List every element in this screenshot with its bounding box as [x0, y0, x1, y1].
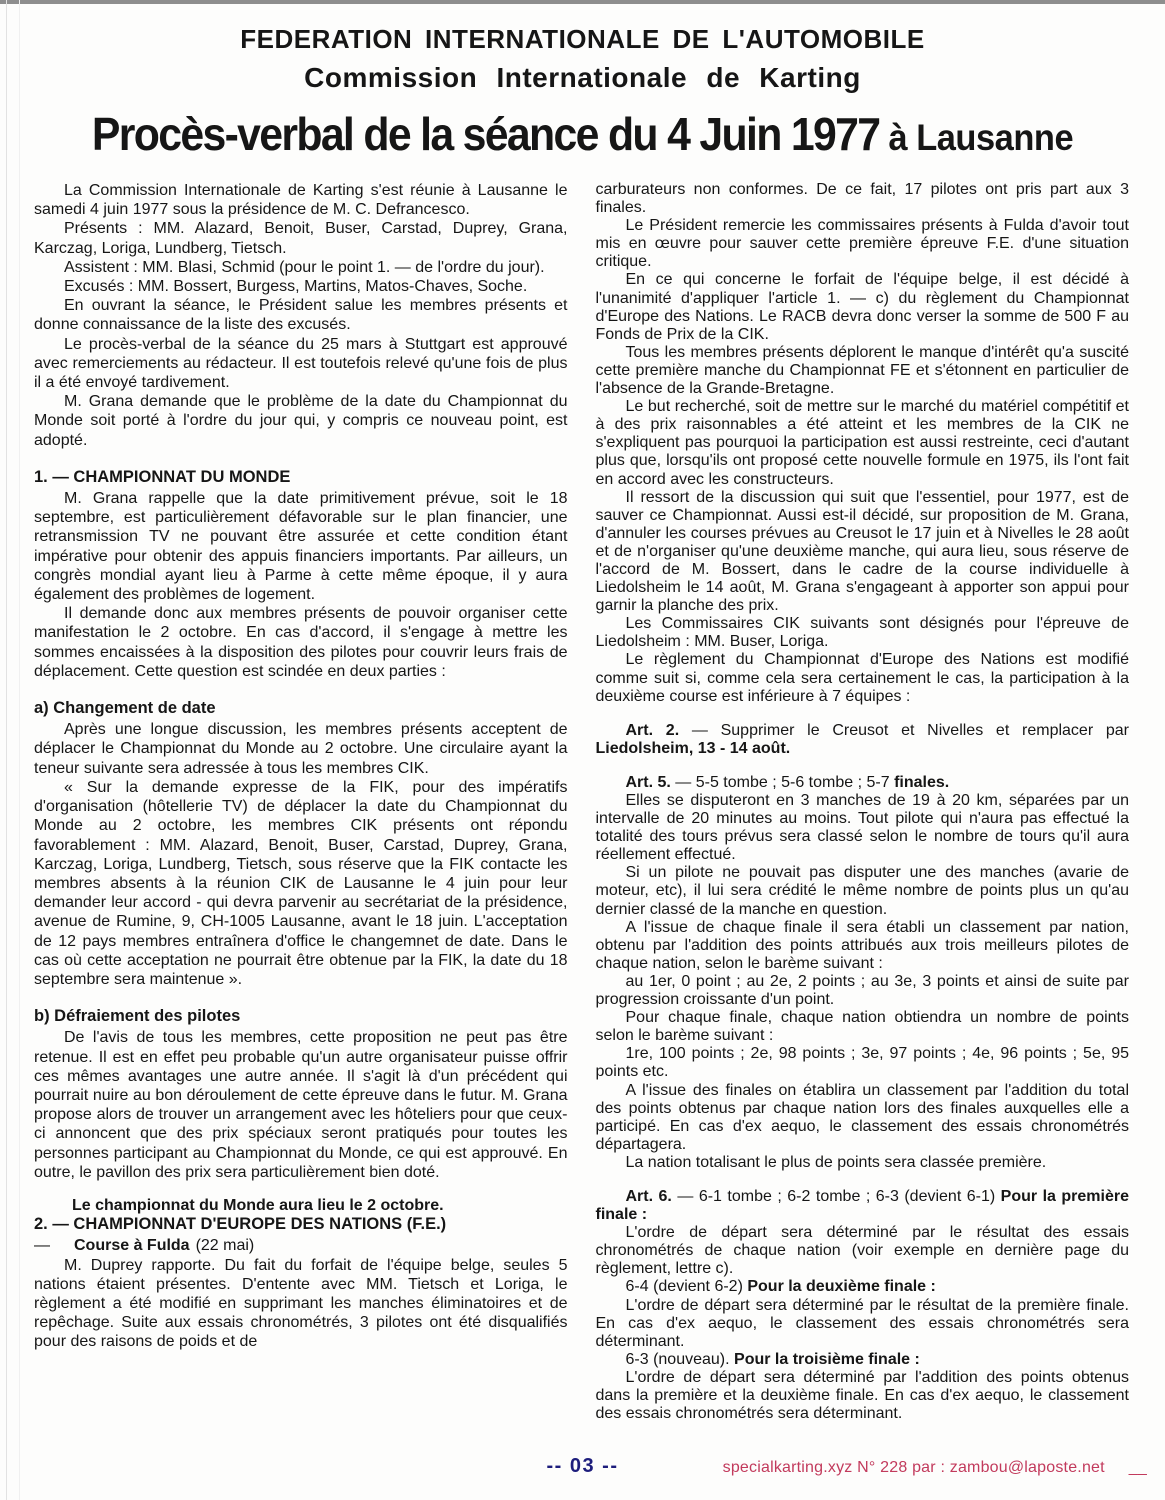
paragraph-grana-demande: M. Grana demande que le problème de la date du Championnat du Monde soit porté à l'ordre du jour qui, y compris ce nouveau point, est adopté.	[34, 393, 568, 449]
article-5-label: Art. 5.	[625, 773, 671, 791]
section-heading-championnat-monde: 1. — CHAMPIONNAT DU MONDE	[34, 467, 291, 486]
two-column-body	[0, 181, 1165, 1423]
right-column	[596, 181, 1130, 1423]
paragraph-art6-deuxieme-finale: L'ordre de départ sera déterminé par le résultat de la première finale. En cas d'ex aequo, le classement des essais chronométrés sera déterminant.	[595, 1296, 1129, 1350]
page-number: -- 03 --	[546, 1455, 619, 1477]
deuxieme-finale-label: Pour la deuxième finale :	[747, 1278, 936, 1296]
paragraph-deplorent: Tous les membres présents déplorent le manque d'intérêt qu'a suscité cette première manche du Championnat FE et s'étonnent en particulier de l'absence de la Grande-Bretagne.	[595, 343, 1129, 398]
left-column	[34, 181, 568, 1423]
paragraph-proces-verbal: Le procès-verbal de la séance du 25 mars à Stuttgart est approuvé avec remerciements au rédacteur. Il est toutefois relevé qu'une fois de plus il a été envoyé tardivement.	[34, 335, 568, 392]
section-heading-championnat-europe: 2. — CHAMPIONNAT D'EUROPE DES NATIONS (F.E.)	[34, 1215, 447, 1234]
decision-line-championnat-monde: Le championnat du Monde aura lieu le 2 octobre.	[72, 1196, 444, 1214]
line-6-4: 6-4 (devient 6-2) Pour la deuxième finale :	[625, 1278, 936, 1296]
paragraph-ressort-discussion: Il ressort de la discussion qui suit que l'essentiel, pour 1977, est de sauver ce Championnat. Aussi est-il décidé, sur proposition de M. Grana, d'annuler les courses prévues au Creusot le 17 juin et à Nivelles le 28 août et de n'organiser qu'une deuxième manche, qui aura lieu, sous réserve de l'accord de M. Bossert, dans le cadre de la course individuelle à Liedolsheim le 14 août, M. Grana s'engageant à apporter son appui pour garnir la planche des prix.	[595, 488, 1129, 615]
course-fulda-date: (22 mai)	[195, 1237, 255, 1255]
dash-marker: —	[34, 1237, 50, 1255]
subheading-course-fulda	[34, 1236, 568, 1255]
paragraph-excuses: Excusés : MM. Bossert, Burgess, Martins, Matos-Chaves, Soche.	[64, 278, 528, 296]
section-heading-defraiement: b) Défraiement des pilotes	[34, 1007, 241, 1026]
article-5-bold-end: finales.	[894, 773, 950, 791]
paragraph-art5-addition-totale: A l'issue des finales on établira un classement par l'addition du total des points obtenus par chaque nation lors des finales auxquelles elle a participé. En cas d'ex aequo, le classement des essais chronométrés départagera.	[595, 1081, 1129, 1153]
article-2-bold-end: Liedolsheim, 13 - 14 août.	[595, 739, 791, 757]
article-2-label: Art. 2.	[625, 721, 680, 739]
credit-underscore-mark: __	[1128, 1459, 1147, 1476]
paragraph-presents: Présents : MM. Alazard, Benoit, Buser, Carstad, Duprey, Grana, Karczag, Loriga, Lundberg, Tietsch.	[34, 220, 568, 257]
paragraph-carburateurs: carburateurs non conformes. De ce fait, 17 pilotes ont pris part aux 3 finales.	[595, 181, 1129, 217]
article-2: Art. 2. — Supprimer le Creusot et Nivelles et remplacer par Liedolsheim, 13 - 14 août.	[595, 721, 1130, 757]
paragraph-assistent: Assistent : MM. Blasi, Schmid (pour le point 1. — de l'ordre du jour).	[64, 258, 545, 276]
paragraph-fulda-rapport: M. Duprey rapporte. Du fait du forfait de l'équipe belge, seules 5 nations étaient présentes. D'entente avec MM. Tietsch et Loriga, le règlement a été modifié en supprimant les manches éliminatoires et de repêchage. Suite aux essais chronométrés, 3 pilotes ont été disqualifiés pour des raisons de poids et de	[34, 1256, 568, 1351]
section-heading-changement-date: a) Changement de date	[34, 699, 216, 718]
watermark-credit	[723, 1459, 1147, 1477]
article-6-bold-end: Pour la première finale :	[595, 1187, 1130, 1224]
scan-artifact-line	[6, 0, 7, 1500]
paragraph-forfait-belge: En ce qui concerne le forfait de l'équipe belge, il est décidé à l'unanimité d'appliquer l'article 1. — c) du règlement du Championnat d'Europe des Nations. Le RACB devra donc verser la somme de 500 F au Fonds de Prix de la CIK.	[595, 271, 1129, 343]
line-6-3: 6-3 (nouveau). Pour la troisième finale :	[625, 1350, 920, 1368]
article-5: Art. 5. — 5-5 tombe ; 5-6 tombe ; 5-7 finales.	[625, 773, 950, 791]
paragraph-art5-finale-points: Pour chaque finale, chaque nation obtiendra un nombre de points selon le barème suivant :	[595, 1009, 1129, 1045]
paragraph-art5-classement-nation: A l'issue de chaque finale il sera établi un classement par nation, obtenu par l'addition des points attribués aux trois meilleurs pilotes de chaque nation, selon le barème suivant :	[595, 918, 1129, 972]
commission-subtitle: Commission Internationale de Karting	[304, 62, 861, 93]
paragraph-art5-avarie: Si un pilote ne pouvait pas disputer une des manches (avarie de moteur, etc), il lui sera crédité le même nombre de points plus un qu'au dernier classé de la manche en question.	[595, 864, 1129, 918]
paragraph-changement-1: Après une longue discussion, les membres présents acceptent de déplacer le Championnat du Monde au 2 octobre. Une circulaire ayant la teneur suivante sera adressée à tous les membres CIK.	[34, 721, 568, 777]
paragraph-reglement-modifie: Le règlement du Championnat d'Europe des Nations est modifié comme suit si, comme cela sera certainement le cas, la participation à la deuxième course est inférieure à 7 équipes :	[595, 651, 1129, 705]
document-title-main: Procès-verbal de la séance du 4 Juin 1977 à Lausanne	[91, 108, 1074, 160]
course-fulda-label: Course à Fulda	[74, 1237, 190, 1255]
paragraph-intro: La Commission Internationale de Karting s'est réunie à Lausanne le samedi 4 juin 1977 sous la présidence de M. C. Defrancesco.	[34, 182, 568, 219]
paragraph-art5-bareme-pilotes: au 1er, 0 point ; au 2e, 2 points ; au 3e, 3 points et ainsi de suite par progression croissante d'un point.	[595, 972, 1129, 1009]
article-6: Art. 6. — 6-1 tombe ; 6-2 tombe ; 6-3 (devient 6-1) Pour la première finale :	[595, 1187, 1130, 1224]
paragraph-art5-nation-premiere: La nation totalisant le plus de points sera classée première.	[625, 1153, 1047, 1171]
document-header	[0, 0, 1165, 161]
paragraph-president-remercie: Le Président remercie les commissaires présents à Fulda d'avoir tout mis en œuvre pour sauver cette première épreuve F.E. d'une situation critique.	[595, 217, 1129, 271]
scan-top-edge	[0, 0, 1165, 4]
document-title	[0, 107, 1165, 161]
paragraph-ouverture: En ouvrant la séance, le Président salue les membres présents et donne connaissance de la liste des excusés.	[34, 297, 568, 334]
paragraph-changement-2: « Sur la demande expresse de la FIK, pour des impératifs d'organisation (hôtellerie TV) de déplacer la date du Championnat du Monde au 2 octobre, les membres CIK présents ont répondu favorablement : MM. Alazard, Benoit, Buser, Carstad, Duprey, Grana, Karczag, Loriga, Lundberg, Tietsch, sous réserve que la FIK contacte les membres absents à la réunion CIK de Lausanne le 4 juin pour leur demander leur accord - qui devra parvenir au secrétariat de la présidence, avenue de Rumine, 9, CH-1005 Lausanne, avant le 18 juin. L'acceptation de 12 pays membres entraînera d'office le changemnet de date. Dans le cas où cette acceptation ne pourrait être obtenue par la FIK, la date du 18 septembre sera maintenue ».	[34, 778, 568, 988]
article-6-label: Art. 6.	[625, 1187, 672, 1205]
paragraph-art6-troisieme-finale: L'ordre de départ sera déterminé par l'addition des points obtenus dans la première et la deuxième finale. En cas d'ex aequo, le classement des essais chronométrés sera déterminant.	[595, 1368, 1129, 1423]
paragraph-art6-premiere-finale: L'ordre de départ sera déterminé par le résultat des essais chronométrés de chaque nation (voir exemple en dernière page du règlement, lettre c).	[595, 1224, 1129, 1278]
organization-title: FEDERATION INTERNATIONALE DE L'AUTOMOBILE	[240, 24, 925, 54]
paragraph-commissaires: Les Commissaires CIK suivants sont désignés pour l'épreuve de Liedolsheim : MM. Buser, Loriga.	[595, 615, 1129, 651]
document-title-location: à Lausanne	[879, 117, 1074, 158]
scan-artifact-line-2	[19, 0, 20, 1500]
paragraph-date-1: M. Grana rappelle que la date primitivement prévue, soit le 18 septembre, est particulièrement défavorable sur le plan financier, une retransmission TV ne pouvant être assurée et cette condition étant impérative pour obtenir des appuis financiers importants. Par ailleurs, un congrès mondial ayant lieu à Parme à cette même époque, il y aura également des problèmes de logement.	[34, 490, 568, 604]
paragraph-art5-bareme-nations: 1re, 100 points ; 2e, 98 points ; 3e, 97 points ; 4e, 96 points ; 5e, 95 points etc.	[595, 1045, 1129, 1081]
paragraph-art5-manches: Elles se disputeront en 3 manches de 19 à 20 km, séparées par un intervalle de 20 minutes au moins. Tout pilote qui n'aura pas effectué la totalité des tours prévus sera classé selon le nombre de tours qu'il aura réellement effectué.	[595, 792, 1129, 864]
troisieme-finale-label: Pour la troisième finale :	[734, 1350, 920, 1368]
paragraph-defraiement: De l'avis de tous les membres, cette proposition ne peut pas être retenue. Il est en effet peu probable qu'un autre organisateur puisse offrir ces mêmes avantages une autre année. Il s'agit là d'un précédent qui pourrait nuire au bon déroulement de cette épreuve dans le futur. M. Grana propose alors de trouver un arrangement avec les hôteliers pour que ceux-ci annoncent que des prix spéciaux seront pratiqués pour toutes les personnes participant au Championnat du Monde, ce qui est approuvé. En outre, le pavillon des prix sera particulièrement bien doté.	[34, 1029, 568, 1181]
paragraph-but-recherche: Le but recherché, soit de mettre sur le marché du matériel compétitif et à des prix raisonnables a été atteint et les membres de la CIK ne s'expliquent pas pourquoi la participation est aussi restreinte, ceci d'autant plus que, lorsqu'ils ont proposé cette nouvelle formule en 1975, ils l'ont fait en accord avec les constructeurs.	[595, 398, 1129, 488]
credit-text: specialkarting.xyz N° 228 par : zambou@laposte.net	[722, 1459, 1105, 1476]
paragraph-date-2: Il demande donc aux membres présents de pouvoir organiser cette manifestation le 2 octobre. En cas d'accord, il s'engage à mettre les sommes encaissées à la disposition des pilotes pour couvrir leurs frais de déplacement. Cette question est scindée en deux parties :	[34, 605, 568, 680]
